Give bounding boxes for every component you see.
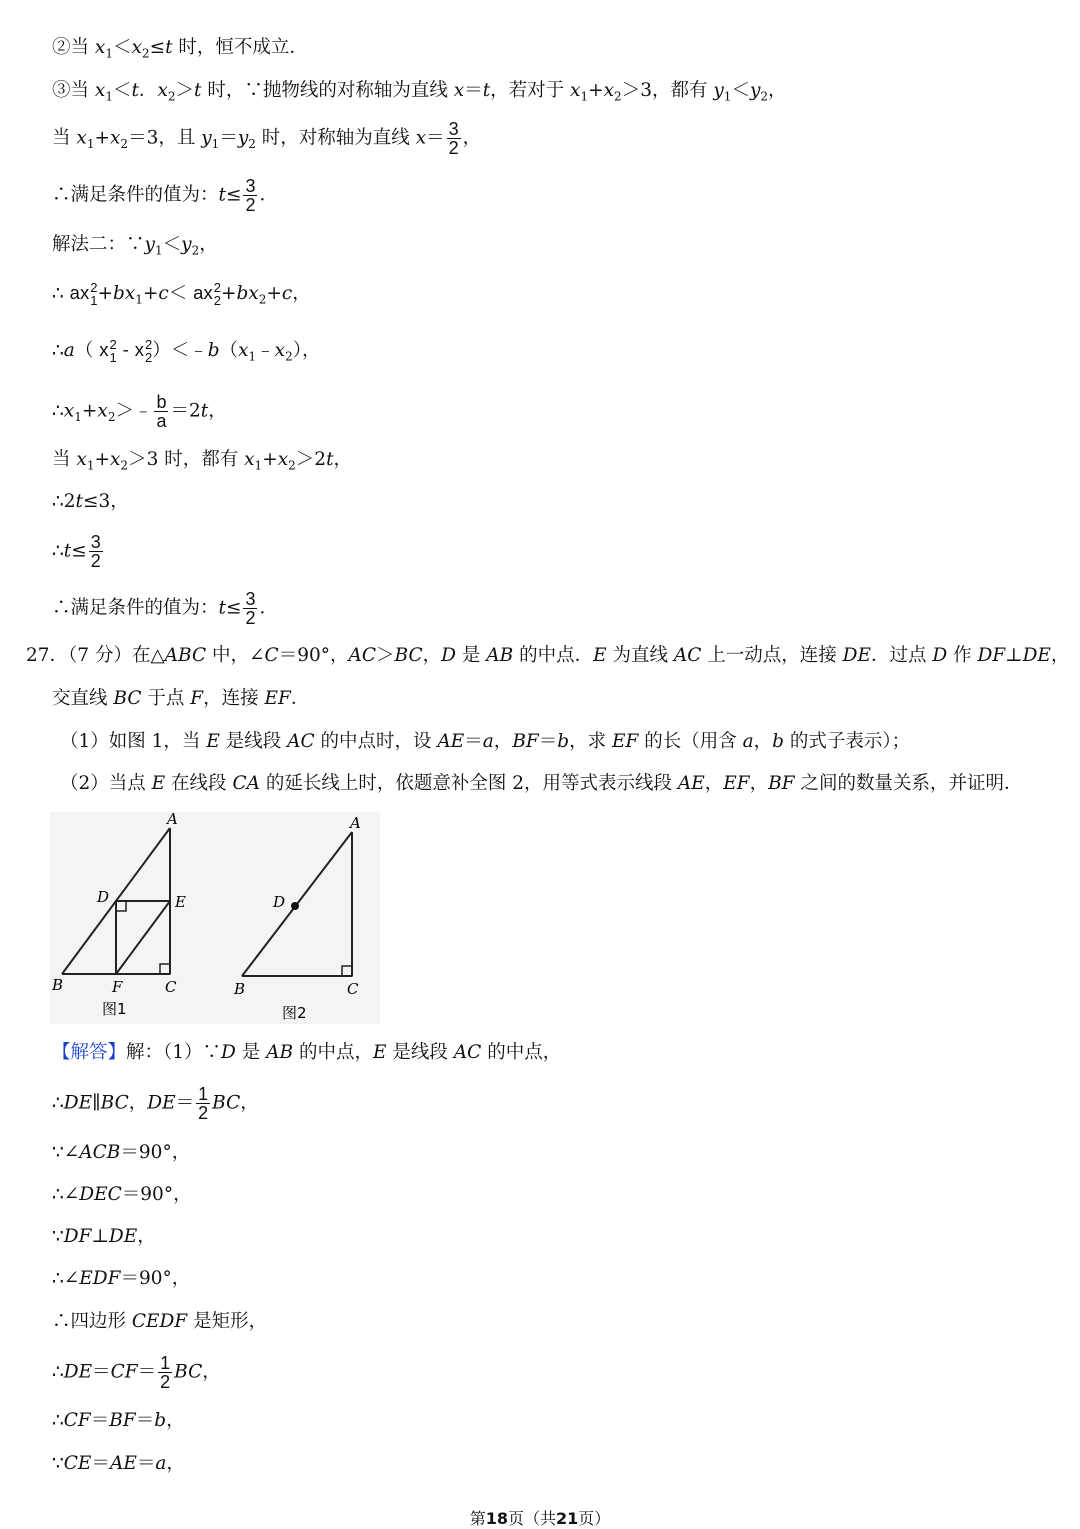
fig2-point-D — [291, 902, 299, 910]
total-pages: 21 — [556, 1509, 579, 1528]
solution-line-6: ∴∠EDF＝90°， — [52, 1268, 191, 1289]
page-number: 18 — [485, 1509, 508, 1528]
fig1-label-E: E — [175, 893, 186, 911]
fig2-label-A: A — [350, 814, 361, 832]
fig1-caption: 图1 — [102, 1000, 127, 1018]
geometry-figures — [50, 812, 380, 1024]
text-line-2: ③当 $x_1<t$．$x_2>t$ 时，∵抛物线的对称轴为直线 x＝t，若对于 $x_1+x_2>3$，都有 $y_1<y_2$， — [52, 80, 787, 104]
solution-line-7: ∴四边形 CEDF 是矩形， — [52, 1311, 268, 1332]
problem-27-line-2: 交直线 BC 于点 F，连接 EF． — [52, 688, 310, 709]
solution-line-10: ∵CE＝AE＝a， — [52, 1453, 185, 1474]
fig2-caption: 图2 — [282, 1004, 307, 1022]
fig1-label-B: B — [52, 976, 64, 994]
text-line-6: ∴ ax 2 1 $+bx_1+c<$ ax 2 2 $+bx_2+c$， — [52, 280, 311, 308]
text-line-7: ∴a（ x 2 1 - x 2 2 ）$<﹣b(x_1﹣x_2)$， — [52, 337, 321, 365]
text-line-9: 当 $x_1+x_2>3$ 时，都有 $x_1+x_2>2t$， — [52, 449, 353, 473]
fig1-label-F: F — [112, 978, 123, 996]
solution-line-5: ∵DF⊥DE， — [52, 1226, 156, 1247]
solution-line-4: ∴∠DEC＝90°， — [52, 1184, 192, 1205]
fig2-label-D: D — [273, 893, 286, 911]
problem-27-line-1: 27．（7 分）在△ABC 中，∠C＝90°，AC＞BC，D 是 AB 的中点．E 为直线 AC 上一动点，连接 DE．过点 D 作 DF⊥DE， — [26, 645, 1070, 666]
text-line-10: ∴2t≤3， — [52, 491, 129, 512]
text-line-11: ∴t≤ $\frac{3}{2}$ — [52, 532, 101, 571]
solution-line-3: ∵∠ACB＝90°， — [52, 1142, 191, 1163]
fig1-label-A: A — [167, 812, 178, 828]
text-line-4: ∴满足条件的值为：t≤ $\frac{3}{2}$ ． — [52, 176, 278, 215]
fig1-label-D: D — [97, 888, 110, 906]
text-line-5: 解法二：$\because y_1<y_2$， — [52, 234, 218, 258]
text-line-8: $\therefore x_1+x_2>﹣$ $\frac{b}{a}$ ＝2t， — [52, 392, 227, 431]
answer-tag: 【解答】 — [52, 1042, 127, 1063]
solution-line-9: ∴CF＝BF＝b， — [52, 1410, 185, 1431]
solution-line-8: ∴DE＝CF＝ $\frac{1}{2}$ BC， — [52, 1353, 221, 1392]
solution-line-1: 【解答】解：（1）∵D 是 AB 的中点，E 是线段 AC 的中点， — [52, 1042, 562, 1063]
text-line-1: ②当 $x_1<x_2\le t$ 时，恒不成立． — [52, 37, 308, 61]
fig2-label-B: B — [234, 980, 246, 998]
fig2-label-C: C — [347, 980, 359, 998]
problem-27-part-2: （2）当点 E 在线段 CA 的延长线上时，依题意补全图 2，用等式表示线段 AE，EF，BF 之间的数量关系，并证明． — [60, 773, 1023, 794]
text-line-12: ∴满足条件的值为：t≤ $\frac{3}{2}$ ． — [52, 589, 278, 628]
page-footer: 第18页（共21页） — [469, 1509, 611, 1528]
solution-line-2: ∴DE∥BC，DE＝ $\frac{1}{2}$ BC， — [52, 1084, 259, 1123]
text-line-3: 当 $x_1+x_2=3$，且 $y_1=y_2$ 时，对称轴为直线 x＝ $\frac{3}{2}$ ， — [52, 119, 482, 158]
fig1-label-C: C — [165, 978, 177, 996]
problem-27-part-1: （1）如图 1，当 E 是线段 AC 的中点时，设 AE＝a，BF＝b，求 EF 的长（用含 a，b 的式子表示）； — [60, 731, 911, 752]
